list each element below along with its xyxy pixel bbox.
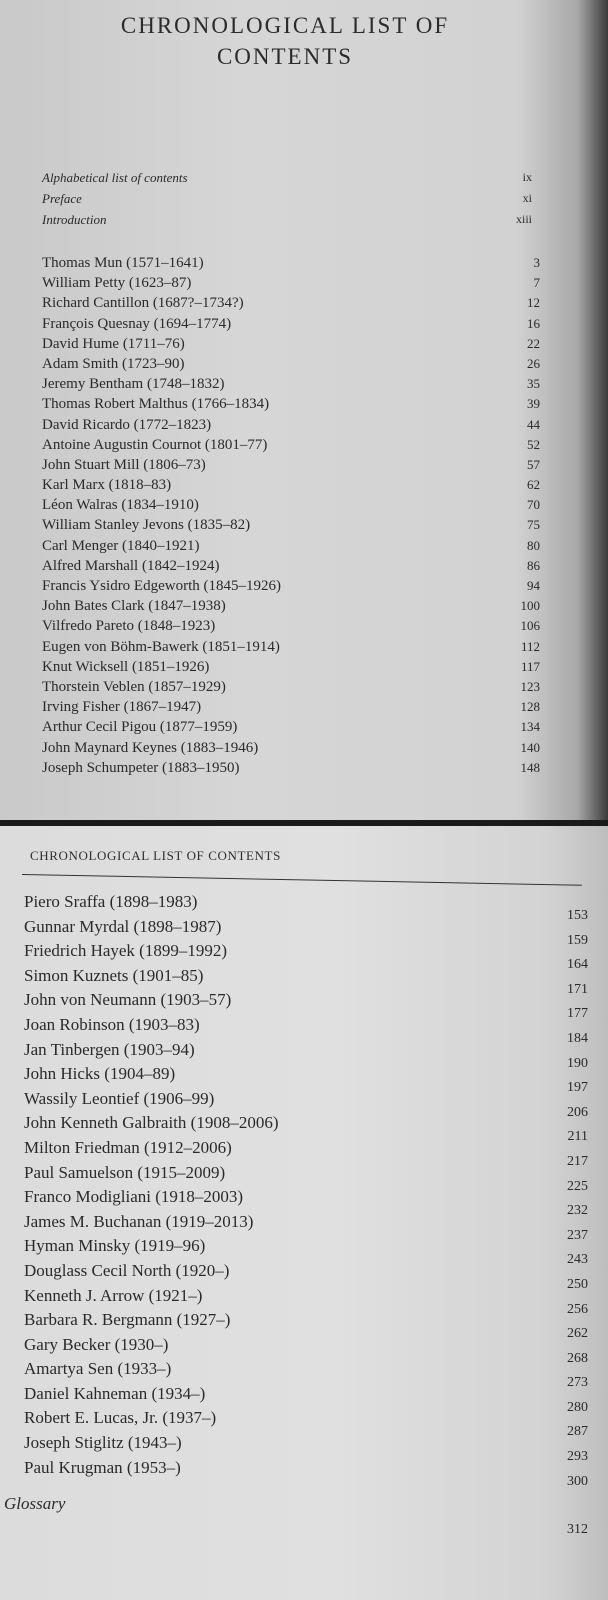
entry-page-number: 268 [567, 1350, 588, 1366]
entry-page-number: 80 [527, 537, 540, 553]
entry-page-number: 206 [567, 1104, 588, 1120]
contents-entry: Joseph Stiglitz (1943–) [24, 1433, 182, 1453]
title-line-2: CONTENTS [216, 44, 354, 69]
entry-page-number: 177 [567, 1006, 588, 1022]
contents-entry: Richard Cantillon (1687?–1734?) [42, 295, 244, 312]
entry-page-number: 86 [527, 557, 540, 573]
contents-entry: Piero Sraffa (1898–1983) [24, 892, 198, 911]
entry-page-number: 250 [567, 1276, 588, 1292]
contents-entry: Kenneth J. Arrow (1921–) [24, 1285, 203, 1305]
economist-list-bottom [24, 890, 404, 1480]
entry-page-number: 12 [527, 295, 540, 311]
entry-page-number: 159 [567, 932, 588, 948]
contents-entry: Karl Marx (1818–83) [42, 477, 172, 494]
contents-entry: Joan Robinson (1903–83) [24, 1014, 200, 1034]
contents-entry: Wassily Leontief (1906–99) [24, 1088, 215, 1108]
contents-entry: François Quesnay (1694–1774) [42, 315, 232, 332]
page-number-column-bottom [540, 904, 588, 1494]
entry-page-number: 100 [520, 598, 540, 614]
front-matter-item [42, 209, 532, 230]
glossary-page-number: 312 [567, 1522, 588, 1537]
title-line-1: CHRONOLOGICAL LIST OF [120, 13, 450, 38]
contents-entry: William Stanley Jevons (1835–82) [42, 517, 251, 534]
entry-page-number: 3 [533, 255, 540, 270]
contents-entry: Thorstein Veblen (1857–1929) [42, 678, 226, 695]
contents-entry: Adam Smith (1723–90) [42, 355, 185, 372]
contents-entry: John Bates Clark (1847–1938) [42, 598, 226, 615]
entry-page-number: 217 [567, 1153, 588, 1169]
entry-page-number: 26 [527, 355, 540, 371]
entry-page-number: 287 [567, 1424, 588, 1440]
entry-page-number: 22 [527, 335, 540, 351]
contents-entry: Franco Modigliani (1918–2003) [24, 1187, 244, 1207]
header-rule [22, 874, 582, 886]
contents-entry: Thomas Robert Malthus (1766–1834) [42, 396, 270, 413]
entry-page-number: 280 [567, 1399, 588, 1415]
entry-page-number: 148 [520, 759, 540, 775]
contents-entry: Léon Walras (1834–1910) [42, 497, 199, 514]
front-matter-page: xiii [515, 212, 532, 226]
contents-entry: Jeremy Bentham (1748–1832) [42, 376, 225, 393]
contents-entry: Robert E. Lucas, Jr. (1937–) [24, 1408, 217, 1428]
page-number-column-top [490, 253, 540, 778]
contents-entry: John Stuart Mill (1806–73) [42, 456, 206, 473]
contents-entry: Amartya Sen (1933–) [24, 1359, 172, 1379]
front-matter-page: ix [522, 170, 532, 184]
page-title [40, 10, 530, 72]
glossary-label: Glossary [4, 1494, 66, 1513]
contents-entry: Vilfredo Pareto (1848–1923) [42, 618, 216, 635]
contents-entry: Knut Wicksell (1851–1926) [42, 658, 210, 675]
contents-entry: Douglass Cecil North (1920–) [24, 1260, 230, 1280]
entry-page-number: 44 [527, 416, 540, 432]
front-matter-page: xi [522, 191, 532, 205]
entry-page-number: 62 [527, 477, 540, 493]
running-head: CHRONOLOGICAL LIST OF CONTENTS [30, 848, 281, 863]
contents-entry: John Maynard Keynes (1883–1946) [42, 739, 259, 756]
contents-entry: Francis Ysidro Edgeworth (1845–1926) [42, 578, 281, 594]
contents-entry: Irving Fisher (1867–1947) [42, 699, 202, 716]
entry-page-number: 232 [567, 1203, 588, 1219]
contents-entry: Friedrich Hayek (1899–1992) [24, 941, 228, 961]
entry-page-number: 117 [520, 658, 540, 674]
front-matter-list [42, 167, 532, 230]
contents-entry: Simon Kuznets (1901–85) [24, 965, 204, 985]
entry-page-number: 112 [520, 638, 540, 654]
entry-page-number: 35 [527, 376, 540, 392]
entry-page-number: 70 [527, 497, 540, 513]
entry-page-number: 164 [567, 957, 588, 973]
entry-page-number: 140 [520, 739, 540, 755]
entry-page-number: 293 [567, 1449, 588, 1465]
entry-page-number: 16 [527, 315, 540, 331]
entry-page-number: 134 [520, 719, 540, 735]
entry-page-number: 7 [533, 275, 540, 291]
contents-entry: John Kenneth Galbraith (1908–2006) [24, 1113, 279, 1133]
entry-page-number: 39 [527, 396, 540, 412]
contents-entry: Gunnar Myrdal (1898–1987) [24, 916, 222, 936]
contents-entry: James M. Buchanan (1919–2013) [24, 1211, 254, 1231]
contents-entry: John Hicks (1904–89) [24, 1064, 176, 1084]
entry-page-number: 300 [567, 1473, 588, 1489]
contents-entry: William Petty (1623–87) [42, 275, 192, 292]
entry-page-number: 52 [527, 436, 540, 452]
front-matter-item [42, 188, 532, 209]
entry-page-number: 94 [527, 578, 540, 593]
economist-list-top [42, 253, 532, 778]
contents-entry: Thomas Mun (1571–1641) [42, 255, 204, 271]
entry-page-number: 75 [527, 517, 540, 533]
front-matter-item [42, 167, 532, 188]
front-matter-label: Introduction [42, 212, 107, 227]
entry-page-number: 106 [520, 618, 540, 634]
front-matter-label: Alphabetical list of contents [42, 170, 188, 185]
contents-entry: John von Neumann (1903–57) [24, 990, 232, 1010]
contents-entry: Hyman Minsky (1919–96) [24, 1236, 206, 1256]
contents-entry: Barbara R. Bergmann (1927–) [24, 1310, 231, 1330]
contents-entry: Daniel Kahneman (1934–) [24, 1383, 206, 1403]
contents-entry: David Hume (1711–76) [42, 335, 185, 352]
contents-entry: Eugen von Böhm-Bawerk (1851–1914) [42, 638, 280, 655]
entry-page-number: 128 [520, 699, 540, 715]
contents-entry: Gary Becker (1930–) [24, 1334, 169, 1354]
entry-page-number: 237 [567, 1227, 588, 1243]
contents-entry: Paul Samuelson (1915–2009) [24, 1162, 226, 1182]
entry-page-number: 243 [567, 1252, 588, 1268]
contents-page-bottom [0, 826, 608, 1600]
contents-entry: David Ricardo (1772–1823) [42, 416, 212, 433]
entry-page-number: 225 [567, 1178, 588, 1194]
contents-entry: Jan Tinbergen (1903–94) [24, 1039, 195, 1059]
entry-page-number: 184 [567, 1030, 588, 1046]
contents-entry: Alfred Marshall (1842–1924) [42, 557, 220, 574]
entry-page-number: 171 [567, 981, 588, 997]
front-matter-label: Preface [42, 191, 82, 206]
contents-entry: Carl Menger (1840–1921) [42, 537, 200, 554]
contents-entry: Arthur Cecil Pigou (1877–1959) [42, 719, 238, 736]
entry-page-number: 197 [567, 1080, 588, 1096]
entry-page-number: 273 [567, 1375, 588, 1391]
entry-page-number: 153 [567, 908, 588, 923]
entry-page-number: 57 [527, 456, 540, 472]
entry-page-number: 190 [567, 1055, 588, 1071]
entry-page-number: 256 [567, 1301, 588, 1317]
contents-entry: Joseph Schumpeter (1883–1950) [42, 759, 240, 776]
contents-entry: Milton Friedman (1912–2006) [24, 1137, 232, 1157]
entry-page-number: 262 [567, 1326, 588, 1342]
entry-page-number: 211 [567, 1129, 588, 1145]
entry-page-number: 123 [520, 678, 540, 694]
contents-entry: Antoine Augustin Cournot (1801–77) [42, 436, 268, 453]
contents-entry: Paul Krugman (1953–) [24, 1457, 181, 1477]
